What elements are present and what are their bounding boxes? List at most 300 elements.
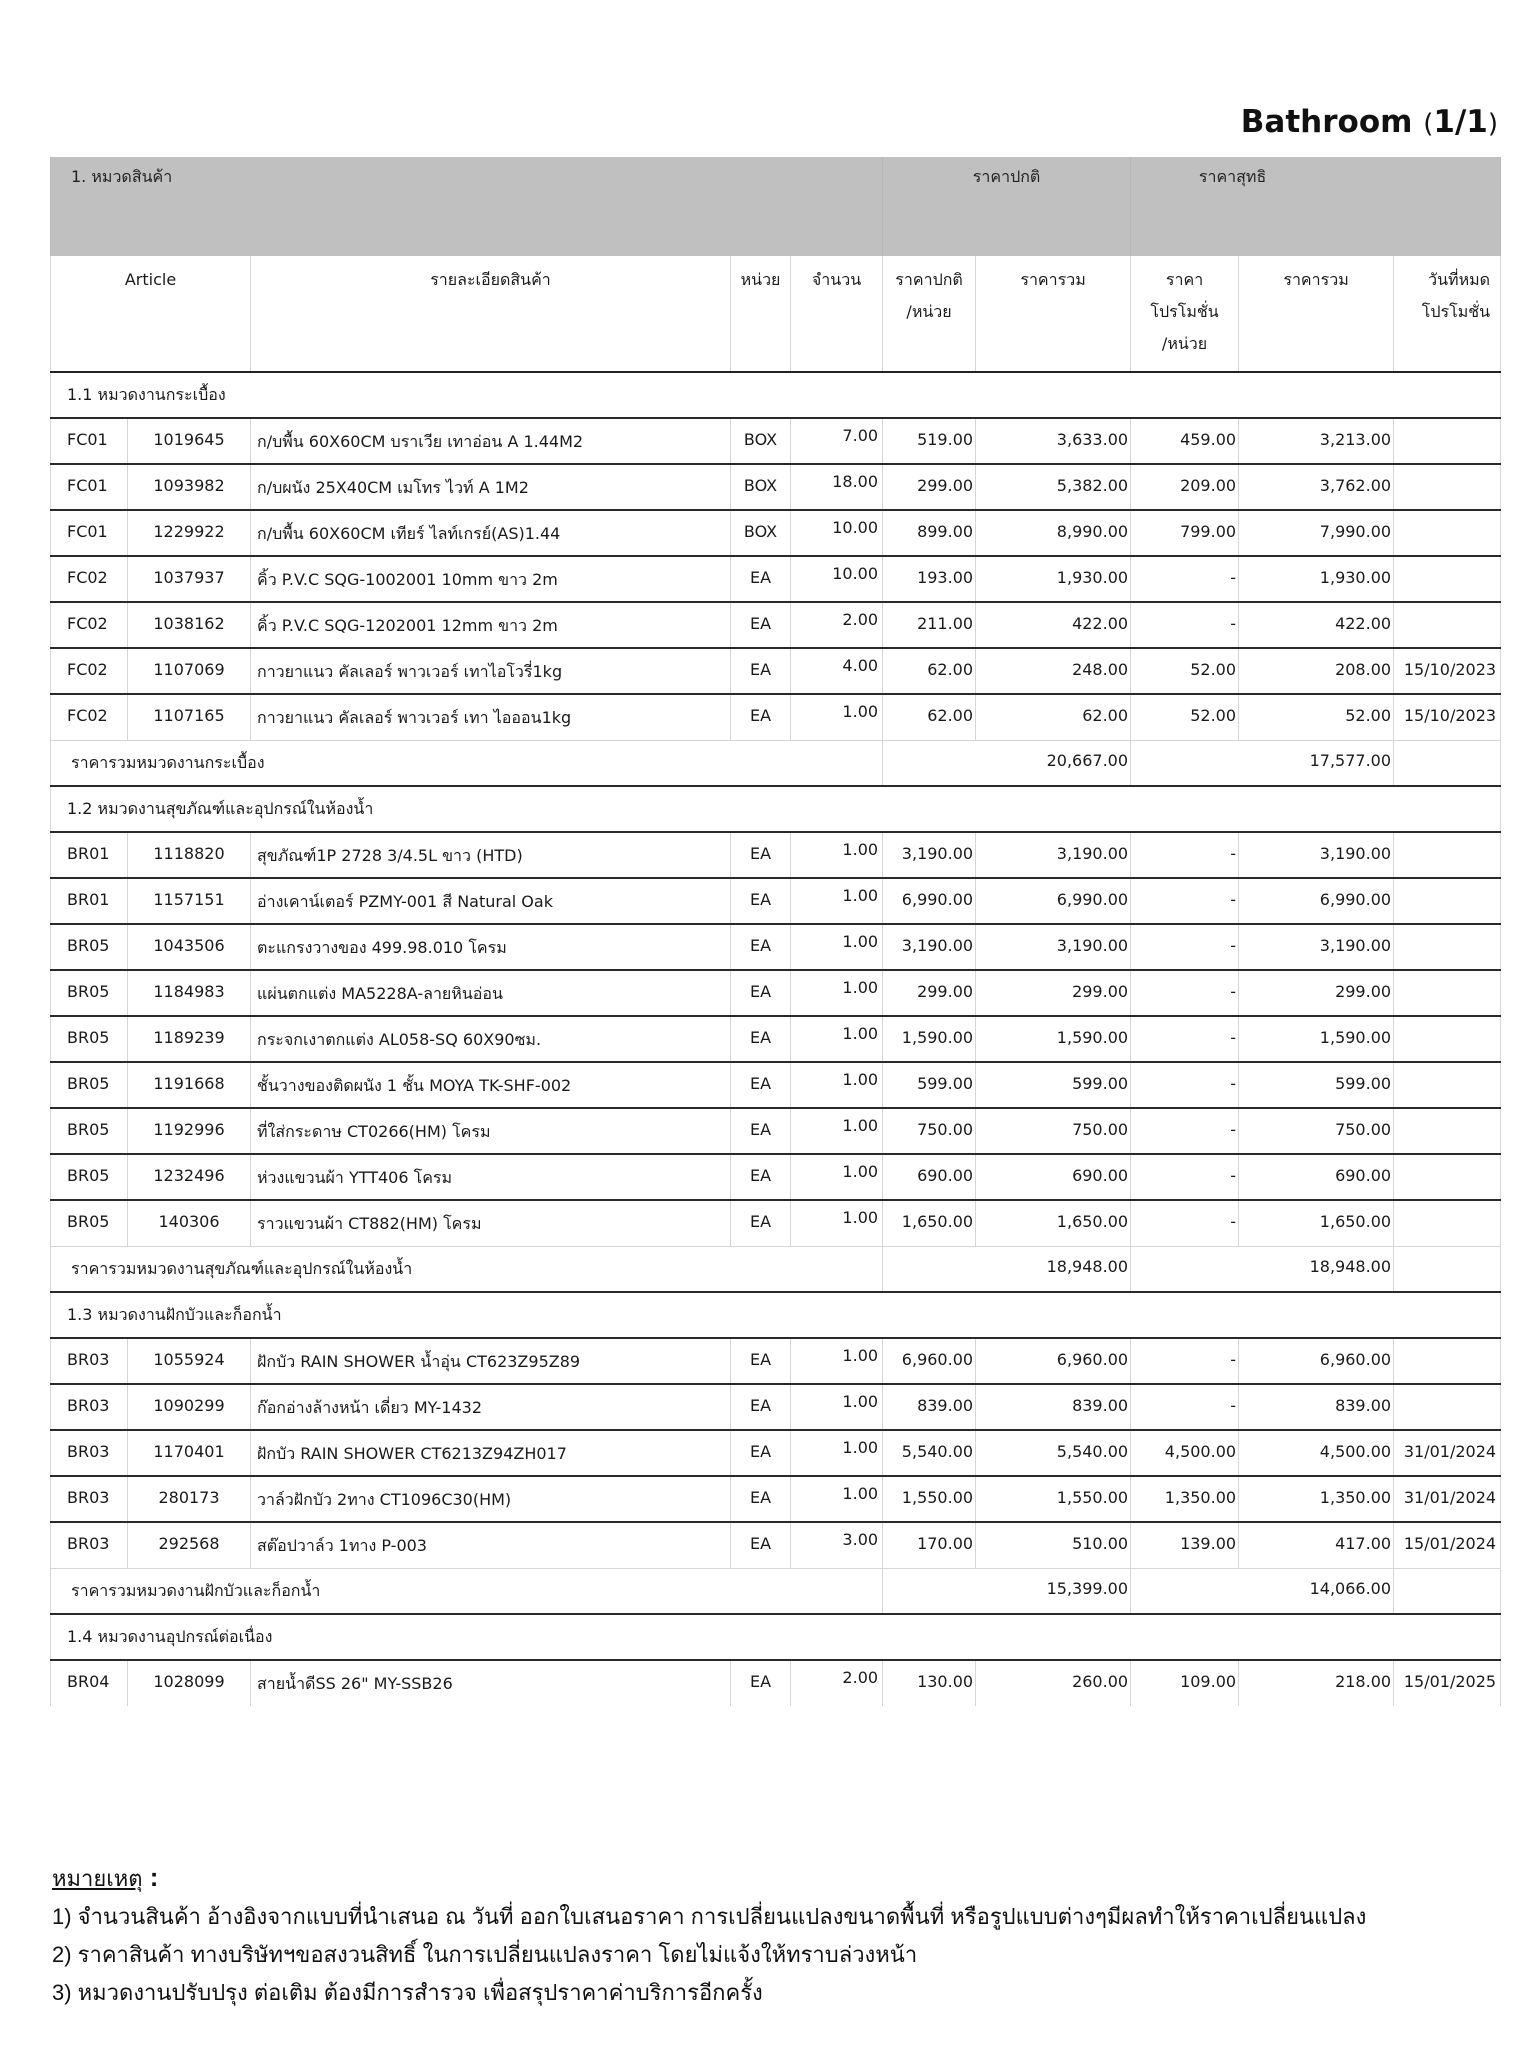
notes-heading [52, 1858, 1366, 1898]
section-header-row [51, 786, 1501, 832]
cell-total: 248.00 [976, 648, 1131, 694]
title-paren-open: ( [1423, 109, 1434, 139]
cell-qty: 1.00 [791, 878, 883, 924]
cell-net-total: 1,350.00 [1239, 1476, 1394, 1522]
cell-code: BR05 [51, 1200, 128, 1246]
cell-description: ก/บพื้น 60X60CM เทียร์ ไลท์เกรย์(AS)1.44 [251, 510, 731, 556]
cell-article: 1043506 [128, 924, 251, 970]
cell-code: BR03 [51, 1522, 128, 1568]
cell-total: 839.00 [976, 1384, 1131, 1430]
table-row [51, 1062, 1501, 1108]
cell-unit: BOX [731, 510, 791, 556]
cell-total: 260.00 [976, 1660, 1131, 1706]
cell-net-total: 6,960.00 [1239, 1338, 1394, 1384]
cell-code: FC01 [51, 418, 128, 464]
cell-code: BR03 [51, 1384, 128, 1430]
cell-total: 5,382.00 [976, 464, 1131, 510]
cell-promo-end [1394, 1154, 1501, 1200]
cell-promo-price: - [1131, 1062, 1239, 1108]
cell-net-total: 839.00 [1239, 1384, 1394, 1430]
cell-qty: 1.00 [791, 1062, 883, 1108]
cell-code: BR05 [51, 970, 128, 1016]
subtotal-row [51, 1246, 1501, 1292]
cell-promo-price: 52.00 [1131, 694, 1239, 740]
cell-code: FC02 [51, 556, 128, 602]
section-header-row [51, 372, 1501, 418]
cell-description: ก๊อกอ่างล้างหน้า เดี่ยว MY-1432 [251, 1384, 731, 1430]
cell-code: FC01 [51, 464, 128, 510]
subtotal-net-total: 17,577.00 [1131, 740, 1394, 786]
cell-description: คิ้ว P.V.C SQG-1202001 12mm ขาว 2m [251, 602, 731, 648]
cell-promo-end [1394, 924, 1501, 970]
cell-qty: 1.00 [791, 1016, 883, 1062]
cell-description: ห่วงแขวนผ้า YTT406 โครม [251, 1154, 731, 1200]
cell-promo-price: - [1131, 1108, 1239, 1154]
col-unit-price-line2: /หน่วย [906, 302, 952, 321]
cell-total: 3,633.00 [976, 418, 1131, 464]
table-row [51, 1338, 1501, 1384]
cell-net-total: 599.00 [1239, 1062, 1394, 1108]
cell-unit: EA [731, 1200, 791, 1246]
subtotal-label: ราคารวมหมวดงานฝักบัวและก็อกน้ำ [51, 1568, 883, 1614]
cell-unit-price: 750.00 [883, 1108, 976, 1154]
col-description: รายละเอียดสินค้า [251, 256, 731, 372]
cell-qty: 1.00 [791, 1476, 883, 1522]
cell-promo-price: - [1131, 1200, 1239, 1246]
cell-net-total: 690.00 [1239, 1154, 1394, 1200]
cell-unit: EA [731, 648, 791, 694]
cell-total: 6,990.00 [976, 878, 1131, 924]
table-body [51, 372, 1501, 1706]
col-quantity: จำนวน [791, 256, 883, 372]
page-indicator: 1/1 [1433, 104, 1488, 140]
cell-promo-price: 459.00 [1131, 418, 1239, 464]
cell-description: สายน้ำดีSS 26" MY-SSB26 [251, 1660, 731, 1706]
cell-unit: EA [731, 1338, 791, 1384]
cell-net-total: 1,590.00 [1239, 1016, 1394, 1062]
cell-net-total: 218.00 [1239, 1660, 1394, 1706]
table-row [51, 970, 1501, 1016]
cell-article: 1157151 [128, 878, 251, 924]
cell-code: BR03 [51, 1476, 128, 1522]
cell-net-total: 1,930.00 [1239, 556, 1394, 602]
cell-unit-price: 193.00 [883, 556, 976, 602]
cell-description: ก/บพื้น 60X60CM บราเวีย เทาอ่อน A 1.44M2 [251, 418, 731, 464]
table-row [51, 648, 1501, 694]
cell-unit: EA [731, 1476, 791, 1522]
table-row [51, 464, 1501, 510]
cell-unit-price: 299.00 [883, 464, 976, 510]
notes-title: หมายเหตุ [52, 1866, 143, 1891]
table-row [51, 556, 1501, 602]
title-paren-close: ) [1487, 109, 1498, 139]
cell-qty: 4.00 [791, 648, 883, 694]
cell-code: BR05 [51, 1062, 128, 1108]
cell-promo-end [1394, 1384, 1501, 1430]
cell-article: 1191668 [128, 1062, 251, 1108]
cell-promo-price: 799.00 [1131, 510, 1239, 556]
cell-unit: EA [731, 924, 791, 970]
cell-article: 1192996 [128, 1108, 251, 1154]
cell-code: BR05 [51, 1108, 128, 1154]
cell-promo-end: 15/10/2023 [1394, 648, 1501, 694]
note-item-1: 1) จำนวนสินค้า อ้างอิงจากแบบที่นำเสนอ ณ วันที่ ออกใบเสนอราคา การเปลี่ยนแปลงขนาดพื้นที่ หรือรูปแบบต่างๆมีผลทำให้ราคาเปลี่ยนแปลง [52, 1904, 1367, 1929]
cell-unit-price: 5,540.00 [883, 1430, 976, 1476]
cell-net-total: 3,190.00 [1239, 924, 1394, 970]
cell-description: ราวแขวนผ้า CT882(HM) โครม [251, 1200, 731, 1246]
cell-article: 280173 [128, 1476, 251, 1522]
cell-promo-price: - [1131, 878, 1239, 924]
cell-promo-end [1394, 602, 1501, 648]
cell-description: ฝักบัว RAIN SHOWER CT6213Z94ZH017 [251, 1430, 731, 1476]
col-net-total: ราคารวม [1239, 256, 1394, 372]
cell-qty: 2.00 [791, 1660, 883, 1706]
table-row [51, 1384, 1501, 1430]
cell-unit-price: 6,960.00 [883, 1338, 976, 1384]
cell-unit: BOX [731, 464, 791, 510]
cell-code: FC02 [51, 694, 128, 740]
cell-unit-price: 690.00 [883, 1154, 976, 1200]
cell-total: 1,650.00 [976, 1200, 1131, 1246]
cell-article: 1184983 [128, 970, 251, 1016]
cell-total: 8,990.00 [976, 510, 1131, 556]
net-price-header: ราคาสุทธิ [1131, 157, 1501, 256]
cell-qty: 1.00 [791, 832, 883, 878]
cell-promo-end: 31/01/2024 [1394, 1430, 1501, 1476]
title-text: Bathroom [1240, 104, 1413, 140]
cell-qty: 2.00 [791, 602, 883, 648]
cell-unit: EA [731, 1062, 791, 1108]
cell-unit: EA [731, 1016, 791, 1062]
cell-description: ก/บผนัง 25X40CM เมโทร ไวท์ A 1M2 [251, 464, 731, 510]
col-unit-price [883, 256, 976, 372]
cell-promo-price: - [1131, 832, 1239, 878]
cell-article: 1232496 [128, 1154, 251, 1200]
subtotal-empty [1394, 1246, 1501, 1292]
cell-unit-price: 170.00 [883, 1522, 976, 1568]
cell-code: FC02 [51, 648, 128, 694]
cell-net-total: 3,762.00 [1239, 464, 1394, 510]
cell-promo-end: 31/01/2024 [1394, 1476, 1501, 1522]
cell-description: สุขภัณฑ์1P 2728 3/4.5L ขาว (HTD) [251, 832, 731, 878]
cell-net-total: 7,990.00 [1239, 510, 1394, 556]
cell-qty: 18.00 [791, 464, 883, 510]
group-header-row [51, 157, 1501, 256]
cell-unit: EA [731, 602, 791, 648]
cell-promo-end [1394, 1108, 1501, 1154]
col-unit-price-line1: ราคาปกติ [895, 270, 963, 289]
cell-code: BR05 [51, 1016, 128, 1062]
cell-promo-price: - [1131, 1338, 1239, 1384]
cell-qty: 1.00 [791, 694, 883, 740]
cell-net-total: 3,213.00 [1239, 418, 1394, 464]
table-row [51, 1200, 1501, 1246]
cell-description: คิ้ว P.V.C SQG-1002001 10mm ขาว 2m [251, 556, 731, 602]
cell-code: BR01 [51, 832, 128, 878]
cell-unit: EA [731, 694, 791, 740]
column-header-row [51, 256, 1501, 372]
section-title: 1.3 หมวดงานฝักบัวและก็อกน้ำ [51, 1292, 1501, 1338]
cell-promo-price: - [1131, 1154, 1239, 1200]
cell-unit: EA [731, 1108, 791, 1154]
cell-total: 1,550.00 [976, 1476, 1131, 1522]
cell-net-total: 299.00 [1239, 970, 1394, 1016]
cell-net-total: 6,990.00 [1239, 878, 1394, 924]
cell-description: กาวยาแนว คัลเลอร์ พาวเวอร์ เทาไอโวรี่1kg [251, 648, 731, 694]
cell-total: 62.00 [976, 694, 1131, 740]
section-title: 1.2 หมวดงานสุขภัณฑ์และอุปกรณ์ในห้องน้ำ [51, 786, 1501, 832]
cell-net-total: 208.00 [1239, 648, 1394, 694]
cell-promo-end [1394, 1062, 1501, 1108]
cell-qty: 1.00 [791, 1338, 883, 1384]
cell-unit: EA [731, 1384, 791, 1430]
col-promo-end-line2: โปรโมชั่น [1421, 302, 1491, 321]
cell-net-total: 52.00 [1239, 694, 1394, 740]
subtotal-total: 15,399.00 [883, 1568, 1131, 1614]
cell-article: 292568 [128, 1522, 251, 1568]
cell-promo-price: 209.00 [1131, 464, 1239, 510]
cell-unit-price: 839.00 [883, 1384, 976, 1430]
col-article: Article [51, 256, 251, 372]
cell-unit-price: 6,990.00 [883, 878, 976, 924]
cell-unit-price: 1,590.00 [883, 1016, 976, 1062]
cell-description: วาล์วฝักบัว 2ทาง CT1096C30(HM) [251, 1476, 731, 1522]
cell-article: 1229922 [128, 510, 251, 556]
cell-promo-end: 15/01/2024 [1394, 1522, 1501, 1568]
cell-description: แผ่นตกแต่ง MA5228A-ลายหินอ่อน [251, 970, 731, 1016]
cell-total: 3,190.00 [976, 924, 1131, 970]
cell-qty: 10.00 [791, 510, 883, 556]
cell-unit-price: 211.00 [883, 602, 976, 648]
table-row [51, 1660, 1501, 1706]
subtotal-total: 18,948.00 [883, 1246, 1131, 1292]
cell-net-total: 4,500.00 [1239, 1430, 1394, 1476]
cell-unit-price: 899.00 [883, 510, 976, 556]
cell-total: 6,960.00 [976, 1338, 1131, 1384]
table-row [51, 924, 1501, 970]
cell-code: BR04 [51, 1660, 128, 1706]
cell-promo-price: 4,500.00 [1131, 1430, 1239, 1476]
cell-promo-end [1394, 1016, 1501, 1062]
cell-promo-end [1394, 510, 1501, 556]
cell-code: FC02 [51, 602, 128, 648]
cell-total: 690.00 [976, 1154, 1131, 1200]
cell-promo-price: - [1131, 924, 1239, 970]
category-header: 1. หมวดสินค้า [51, 157, 883, 256]
section-header-row [51, 1292, 1501, 1338]
quotation-table [50, 157, 1501, 1706]
cell-unit: EA [731, 1430, 791, 1476]
cell-promo-end: 15/01/2025 [1394, 1660, 1501, 1706]
cell-article: 1118820 [128, 832, 251, 878]
cell-code: BR03 [51, 1430, 128, 1476]
cell-qty: 3.00 [791, 1522, 883, 1568]
cell-article: 1170401 [128, 1430, 251, 1476]
table-row [51, 602, 1501, 648]
notes-colon: : [142, 1862, 159, 1892]
col-promo-line2: โปรโมชั่น [1150, 302, 1219, 321]
cell-article: 1107069 [128, 648, 251, 694]
cell-description: ที่ใส่กระดาษ CT0266(HM) โครม [251, 1108, 731, 1154]
table-row [51, 1430, 1501, 1476]
col-promo-line3: /หน่วย [1161, 334, 1208, 353]
cell-unit: EA [731, 970, 791, 1016]
cell-qty: 1.00 [791, 1108, 883, 1154]
cell-net-total: 417.00 [1239, 1522, 1394, 1568]
cell-unit-price: 130.00 [883, 1660, 976, 1706]
cell-unit-price: 3,190.00 [883, 924, 976, 970]
notes-block [52, 1858, 1366, 2012]
cell-article: 140306 [128, 1200, 251, 1246]
note-item-2: 2) ราคาสินค้า ทางบริษัทฯขอสงวนสิทธิ์ ในการเปลี่ยนแปลงราคา โดยไม่แจ้งให้ทราบล่วงหน้า [52, 1942, 918, 1967]
cell-code: FC01 [51, 510, 128, 556]
cell-unit-price: 3,190.00 [883, 832, 976, 878]
cell-total: 3,190.00 [976, 832, 1131, 878]
cell-qty: 10.00 [791, 556, 883, 602]
cell-article: 1055924 [128, 1338, 251, 1384]
col-total: ราคารวม [976, 256, 1131, 372]
section-header-row [51, 1614, 1501, 1660]
cell-qty: 1.00 [791, 1384, 883, 1430]
cell-net-total: 750.00 [1239, 1108, 1394, 1154]
cell-unit: EA [731, 556, 791, 602]
note-item-3: 3) หมวดงานปรับปรุง ต่อเติม ต้องมีการสำรวจ เพื่อสรุปราคาค่าบริการอีกครั้ง [52, 1980, 763, 2005]
cell-unit-price: 62.00 [883, 648, 976, 694]
col-promo-line1: ราคา [1165, 270, 1204, 289]
section-title: 1.1 หมวดงานกระเบื้อง [51, 372, 1501, 418]
cell-net-total: 422.00 [1239, 602, 1394, 648]
cell-unit-price: 519.00 [883, 418, 976, 464]
cell-article: 1028099 [128, 1660, 251, 1706]
cell-promo-price: 109.00 [1131, 1660, 1239, 1706]
table-row [51, 1476, 1501, 1522]
cell-promo-price: 1,350.00 [1131, 1476, 1239, 1522]
cell-unit-price: 62.00 [883, 694, 976, 740]
cell-code: BR05 [51, 924, 128, 970]
cell-description: ชั้นวางของติดผนัง 1 ชั้น MOYA TK-SHF-002 [251, 1062, 731, 1108]
cell-unit: EA [731, 1660, 791, 1706]
cell-unit: EA [731, 1522, 791, 1568]
table-row [51, 1154, 1501, 1200]
cell-promo-end [1394, 418, 1501, 464]
cell-qty: 1.00 [791, 1430, 883, 1476]
cell-promo-end: 15/10/2023 [1394, 694, 1501, 740]
cell-promo-end [1394, 970, 1501, 1016]
table-row [51, 694, 1501, 740]
cell-unit: EA [731, 878, 791, 924]
subtotal-net-total: 18,948.00 [1131, 1246, 1394, 1292]
cell-total: 422.00 [976, 602, 1131, 648]
cell-description: ฝักบัว RAIN SHOWER น้ำอุ่น CT623Z95Z89 [251, 1338, 731, 1384]
subtotal-empty [1394, 740, 1501, 786]
cell-article: 1019645 [128, 418, 251, 464]
subtotal-label: ราคารวมหมวดงานสุขภัณฑ์และอุปกรณ์ในห้องน้ำ [51, 1246, 883, 1292]
cell-promo-price: 139.00 [1131, 1522, 1239, 1568]
cell-code: BR03 [51, 1338, 128, 1384]
subtotal-row [51, 740, 1501, 786]
cell-promo-end [1394, 878, 1501, 924]
cell-code: BR05 [51, 1154, 128, 1200]
subtotal-empty [1394, 1568, 1501, 1614]
cell-code: BR01 [51, 878, 128, 924]
cell-description: กาวยาแนว คัลเลอร์ พาวเวอร์ เทา ไอออน1kg [251, 694, 731, 740]
cell-qty: 1.00 [791, 1154, 883, 1200]
cell-total: 599.00 [976, 1062, 1131, 1108]
table-row [51, 418, 1501, 464]
col-unit: หน่วย [731, 256, 791, 372]
cell-unit: BOX [731, 418, 791, 464]
cell-unit: EA [731, 832, 791, 878]
cell-net-total: 3,190.00 [1239, 832, 1394, 878]
cell-description: กระจกเงาตกแต่ง AL058-SQ 60X90ซม. [251, 1016, 731, 1062]
cell-qty: 7.00 [791, 418, 883, 464]
col-promo-end-line1: วันที่หมด [1428, 270, 1491, 289]
cell-total: 299.00 [976, 970, 1131, 1016]
cell-total: 750.00 [976, 1108, 1131, 1154]
cell-unit-price: 299.00 [883, 970, 976, 1016]
cell-promo-price: 52.00 [1131, 648, 1239, 694]
cell-promo-price: - [1131, 602, 1239, 648]
subtotal-net-total: 14,066.00 [1131, 1568, 1394, 1614]
regular-price-header: ราคาปกติ [883, 157, 1131, 256]
cell-net-total: 1,650.00 [1239, 1200, 1394, 1246]
cell-description: สต๊อปวาล์ว 1ทาง P-003 [251, 1522, 731, 1568]
cell-promo-price: - [1131, 1016, 1239, 1062]
cell-promo-end [1394, 1338, 1501, 1384]
cell-article: 1037937 [128, 556, 251, 602]
cell-qty: 1.00 [791, 924, 883, 970]
table-row [51, 1108, 1501, 1154]
cell-qty: 1.00 [791, 1200, 883, 1246]
subtotal-label: ราคารวมหมวดงานกระเบื้อง [51, 740, 883, 786]
cell-total: 5,540.00 [976, 1430, 1131, 1476]
cell-article: 1090299 [128, 1384, 251, 1430]
cell-promo-end [1394, 464, 1501, 510]
cell-promo-price: - [1131, 1384, 1239, 1430]
table-row [51, 510, 1501, 556]
cell-promo-end [1394, 1200, 1501, 1246]
cell-description: อ่างเคาน์เตอร์ PZMY-001 สี Natural Oak [251, 878, 731, 924]
cell-unit-price: 1,650.00 [883, 1200, 976, 1246]
cell-article: 1093982 [128, 464, 251, 510]
cell-promo-price: - [1131, 970, 1239, 1016]
table-row [51, 1016, 1501, 1062]
cell-description: ตะแกรงวางของ 499.98.010 โครม [251, 924, 731, 970]
table-row [51, 1522, 1501, 1568]
table-row [51, 878, 1501, 924]
cell-promo-end [1394, 556, 1501, 602]
col-promo-price [1131, 256, 1239, 372]
cell-article: 1107165 [128, 694, 251, 740]
cell-qty: 1.00 [791, 970, 883, 1016]
cell-total: 510.00 [976, 1522, 1131, 1568]
cell-promo-end [1394, 832, 1501, 878]
section-title: 1.4 หมวดงานอุปกรณ์ต่อเนื่อง [51, 1614, 1501, 1660]
cell-article: 1038162 [128, 602, 251, 648]
cell-total: 1,590.00 [976, 1016, 1131, 1062]
cell-unit-price: 599.00 [883, 1062, 976, 1108]
cell-article: 1189239 [128, 1016, 251, 1062]
subtotal-total: 20,667.00 [883, 740, 1131, 786]
cell-unit: EA [731, 1154, 791, 1200]
subtotal-row [51, 1568, 1501, 1614]
page-title [1241, 104, 1498, 140]
cell-promo-price: - [1131, 556, 1239, 602]
table-row [51, 832, 1501, 878]
cell-total: 1,930.00 [976, 556, 1131, 602]
col-promo-end [1394, 256, 1501, 372]
cell-unit-price: 1,550.00 [883, 1476, 976, 1522]
